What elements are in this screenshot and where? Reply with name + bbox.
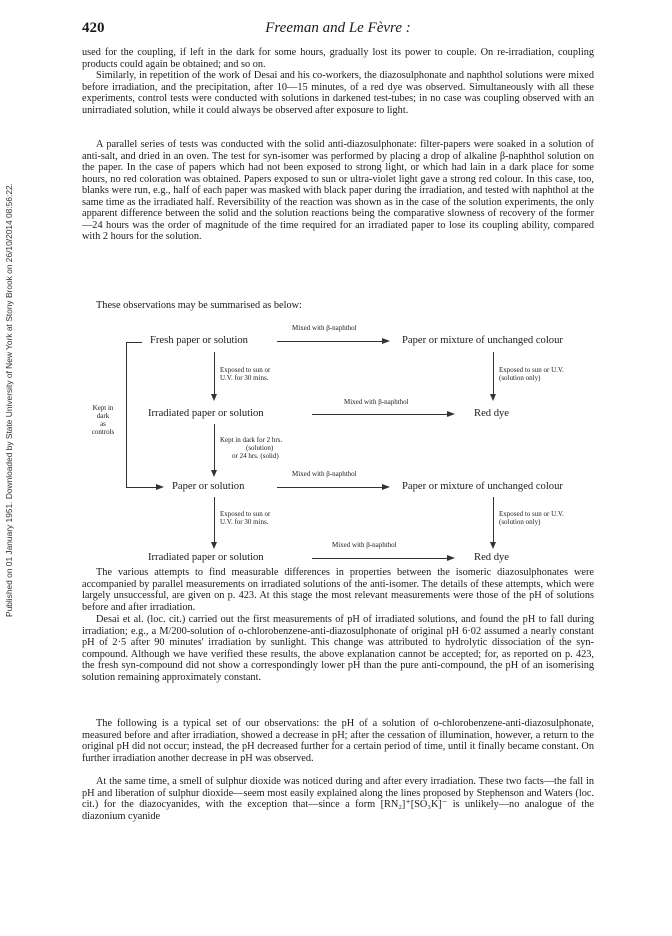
down3-left-head xyxy=(211,542,217,549)
controls-bracket-top xyxy=(126,342,142,343)
controls-bracket-line xyxy=(126,342,127,487)
down1-right-line xyxy=(493,352,494,394)
down2-head xyxy=(211,470,217,477)
down1-right-label: Exposed to sun or U.V. (solution only) xyxy=(499,366,564,382)
row1-left-box: Fresh paper or solution xyxy=(150,335,248,346)
page-header xyxy=(82,20,594,40)
down1-left-line xyxy=(214,352,215,394)
row2-arrow xyxy=(312,414,448,415)
paragraph-3: A parallel series of tests was conducted with the solid anti-diazosulphonate: filter-papers were soaked in a solution of anti-salt, and dried in an oven. The test for syn-isomer was performed by placing a drop of alkaline β-naphthol solution on the paper. In the case of papers which had not been exposed to strong light, or which had lain in a dark place for some hours, no red coloration was obtained. Papers exposed to sun or ultra-violet light gave a strong red colour. In this case, too, blanks were run, e.g., half of each paper was masked with black paper during the irradiation, and tested with naphthol at the same time as the irradiated half. Reversibility of the reaction was shown as in the case of the solution experiments, the only apparent difference between the solid and the solution reactions being the comparative slowness of recovery of the former—24 hours was the order of magnitude of the time required for an irradiated paper to lose its coupling ability, compared with 2 hours for the solution. xyxy=(82,139,594,243)
row3-arrow-head xyxy=(382,484,390,490)
down3-right-line xyxy=(493,497,494,542)
row4-right-box: Red dye xyxy=(474,552,510,563)
row3-right-box: Paper or mixture of unchanged colour xyxy=(402,481,563,492)
row1-arrow-label: Mixed with β-naphthol xyxy=(292,324,357,332)
watermark-text: Published on 01 January 1951. Downloaded by State University of New York at Stony Brook on 26/10/2014 08:56:22. xyxy=(4,183,14,617)
paragraph-1: used for the coupling, if left in the dark for some hours, gradually lost its power to couple. On re-irradiation, coupling products could again be obtained; and so on. xyxy=(82,47,594,70)
row4-left-box: Irradiated paper or solution xyxy=(148,552,264,563)
down3-right-label: Exposed to sun or U.V. (solution only) xyxy=(499,510,564,526)
running-title: Freeman and Le Fèvre : xyxy=(265,20,411,36)
down2-label: Kept in dark for 2 hrs. (solution) or 24 hrs. (solid) xyxy=(220,436,283,460)
row2-left-box: Irradiated paper or solution xyxy=(148,408,264,419)
down1-right-head xyxy=(490,394,496,401)
paragraph-5: The various attempts to find measurable differences in properties between the isomeric diazosulphonates were accompanied by parallel measurements on irradiated solutions of the anti-isomer. The details of these attempts, which were largely unsuccessful, are given on p. 423. At this stage the most relevant measurements were those of the pH of solutions before and after irradiation. xyxy=(82,567,594,613)
down3-left-line xyxy=(214,497,215,542)
row1-arrow xyxy=(277,341,383,342)
paragraph-2: Similarly, in repetition of the work of Desai and his co-workers, the diazosulphonate and naphthol solutions were mixed before irradiation, and the precipitation, after 10—15 minutes, of a red dye was observed. Simultaneously with all these experiments, control tests were conducted with solutions in darkened test-tubes; in no case was coupling observed with an unirradiated solution, while it could always be observed after exposure to light. xyxy=(82,70,594,116)
down3-left-label: Exposed to sun or U.V. for 30 mins. xyxy=(220,510,271,526)
row4-arrow xyxy=(312,558,448,559)
row3-left-box: Paper or solution xyxy=(172,481,245,492)
paragraph-6: Desai et al. (loc. cit.) carried out the first measurements of pH of irradiated solutions, and found the pH to fall during irradiation; e.g., a M/200-solution of o-chlorobenzene-anti-diazosulphonate of original pH 6·02 assumed a nearly constant pH of 2·5 after 90 minutes' irradiation by sunlight. This change was attributed to hydrolytic dissociation of the syn-compound. Although we have verified these results, the above explanation cannot be accepted; for, as reported on p. 423, the fresh syn-compound did not show a correspondingly lower pH than the pure anti-compound, the pH of an isomerising solution remaining approximately constant. xyxy=(82,614,594,683)
row3-arrow xyxy=(277,487,383,488)
down1-left-label: Exposed to sun or U.V. for 30 mins. xyxy=(220,366,271,382)
down3-right-head xyxy=(490,542,496,549)
controls-arrow-head xyxy=(156,484,164,490)
paragraph-7: The following is a typical set of our observations: the pH of a solution of o-chlorobenzene-anti-diazosulphonate, measured before and after irradiation, showed a decrease in pH; after the cessation of illumination, however, a return to the original pH did not occur; instead, the pH decreased further for a certain period of time, until it finally became constant. On further irradiation another decrease in pH was observed. xyxy=(82,718,594,764)
down2-line xyxy=(214,424,215,470)
row4-arrow-label: Mixed with β-naphthol xyxy=(332,541,397,549)
paragraph-8: At the same time, a smell of sulphur dioxide was noticed during and after every irradiation. These two facts—the fall in pH and liberation of sulphur dioxide—seem most easily explained along the lines proposed by Stephenson and Waters (loc. cit.) for the diazocyanides, with the exception that—since a form [RN₂]⁺[SO₃K]⁻ is unlikely—no analogue of the diazonium cyanide xyxy=(82,776,594,822)
row2-arrow-label: Mixed with β-naphthol xyxy=(344,398,409,406)
side-label: Kept in dark as controls xyxy=(91,404,115,436)
row2-arrow-head xyxy=(447,411,455,417)
row2-right-box: Red dye xyxy=(474,408,510,419)
row4-arrow-head xyxy=(447,555,455,561)
controls-bracket-bottom xyxy=(126,487,156,488)
paragraph-4: These observations may be summarised as below: xyxy=(96,300,302,311)
row1-arrow-head xyxy=(382,338,390,344)
down1-left-head xyxy=(211,394,217,401)
row1-right-box: Paper or mixture of unchanged colour xyxy=(402,335,563,346)
download-watermark xyxy=(1,40,17,760)
page-number: 420 xyxy=(82,20,105,36)
reaction-scheme xyxy=(82,324,594,563)
row3-arrow-label: Mixed with β-naphthol xyxy=(292,470,357,478)
